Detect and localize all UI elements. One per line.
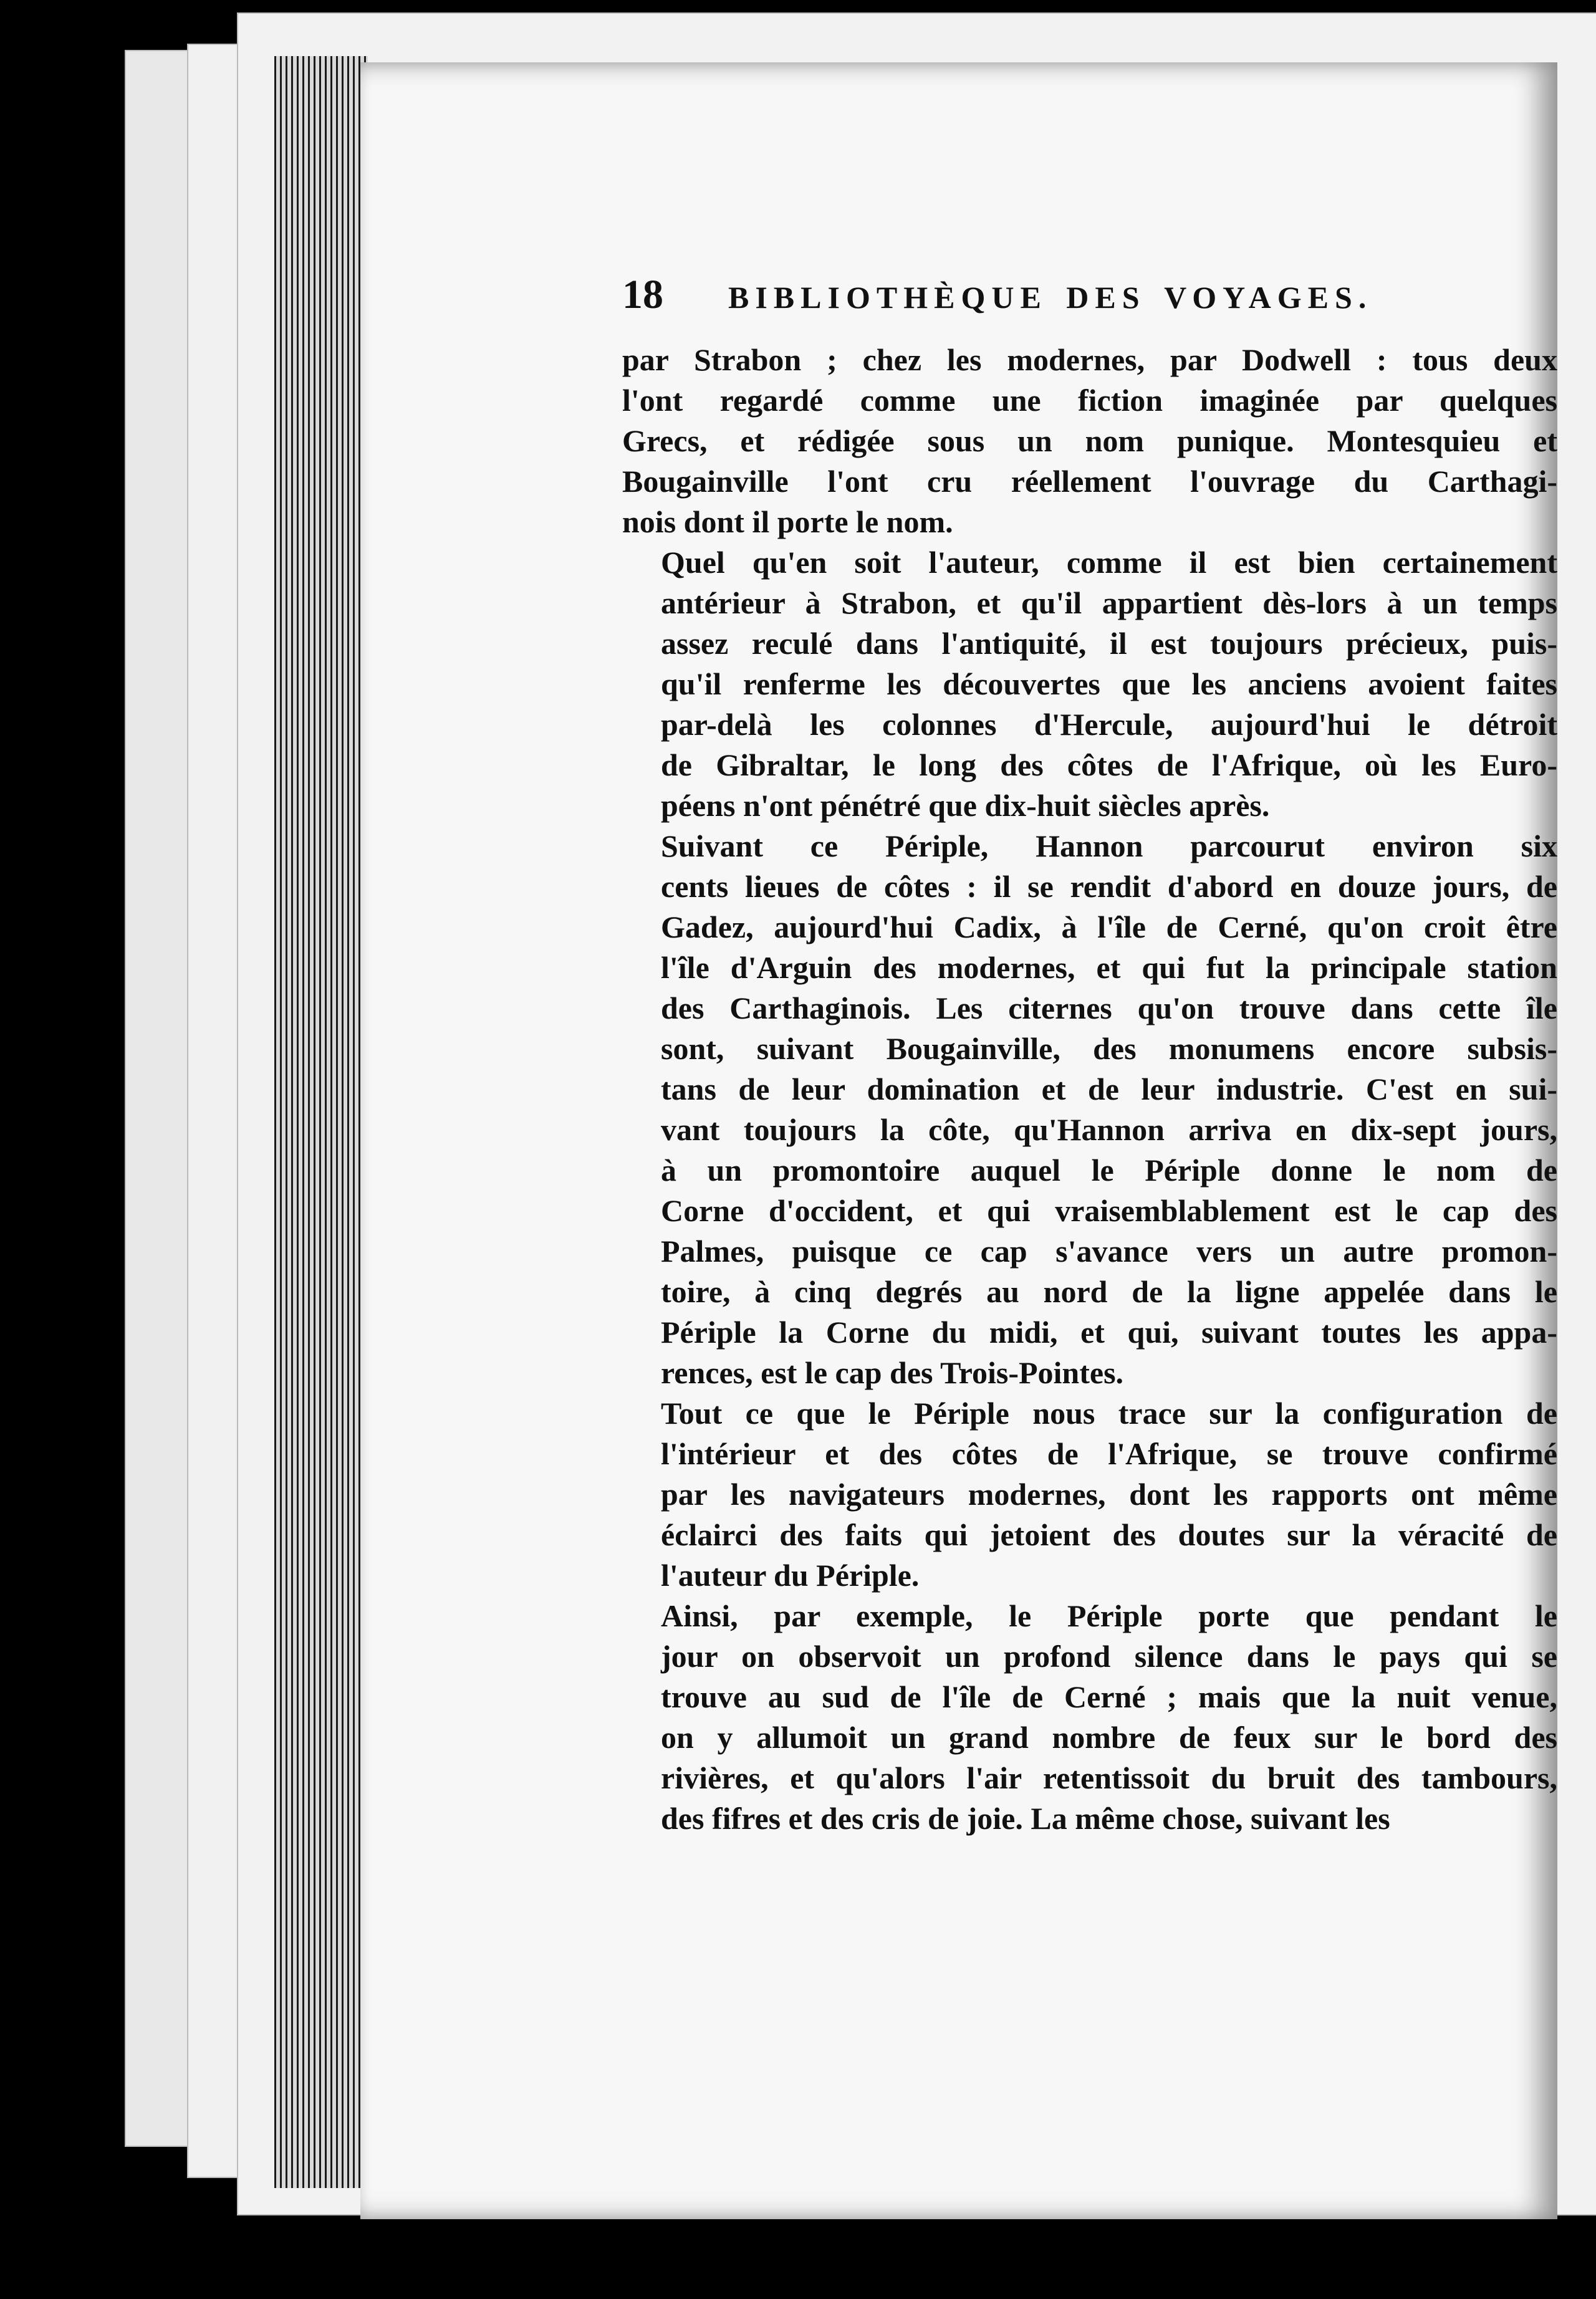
book-page	[360, 62, 1557, 2219]
text-line: vant toujours la côte, qu'Hannon arriva en dix-sept jours,	[661, 1112, 1557, 1147]
text-line: Corne d'occident, et qui vraisemblablement est le cap des	[661, 1193, 1557, 1228]
text-line: assez reculé dans l'antiquité, il est toujours précieux, puis-	[661, 626, 1557, 661]
text-line: à un promontoire auquel le Périple donne le nom de	[661, 1153, 1557, 1188]
text-line: Palmes, puisque ce cap s'avance vers un autre promon-	[661, 1234, 1557, 1269]
text-line: nois dont il porte le nom.	[622, 504, 953, 539]
text-line: Grecs, et rédigée sous un nom punique. Montesquieu et	[622, 423, 1557, 458]
text-line: toire, à cinq degrés au nord de la ligne appelée dans le	[661, 1274, 1557, 1309]
text-line: l'auteur du Périple.	[661, 1558, 920, 1593]
running-title: BIBLIOTHÈQUE DES VOYAGES.	[728, 280, 1373, 315]
text-line: jour on observoit un profond silence dans le pays qui se	[661, 1639, 1557, 1674]
text-line: des Carthaginois. Les citernes qu'on trouve dans cette île	[661, 991, 1557, 1025]
text-line: Bougainville l'ont cru réellement l'ouvrage du Carthagi-	[622, 464, 1557, 499]
text-line: l'ont regardé comme une fiction imaginée par quelques	[622, 383, 1557, 418]
paragraph	[622, 1393, 1557, 1596]
text-line: Suivant ce Périple, Hannon parcourut environ six	[661, 828, 1557, 863]
text-line: sont, suivant Bougainville, des monumens encore subsis-	[661, 1031, 1557, 1066]
text-line: antérieur à Strabon, et qu'il appartient dès-lors à un temps	[661, 585, 1557, 620]
text-line: tans de leur domination et de leur industrie. C'est en sui-	[661, 1072, 1557, 1106]
running-head	[622, 271, 1557, 340]
text-line: Périple la Corne du midi, et qui, suivant toutes les appa-	[661, 1315, 1557, 1350]
text-line: on y allumoit un grand nombre de feux sur le bord des	[661, 1720, 1557, 1755]
text-line: Gadez, aujourd'hui Cadix, à l'île de Cerné, qu'on croit être	[661, 910, 1557, 944]
text-line: Tout ce que le Périple nous trace sur la configuration de	[661, 1396, 1557, 1431]
body-text	[622, 340, 1557, 1839]
paragraph	[622, 826, 1557, 1393]
text-line: par Strabon ; chez les modernes, par Dodwell : tous deux	[622, 342, 1557, 377]
text-line: péens n'ont pénétré que dix-huit siècles après.	[661, 788, 1270, 823]
text-line: cents lieues de côtes : il se rendit d'abord en douze jours, de	[661, 869, 1557, 904]
text-line: par-delà les colonnes d'Hercule, aujourd'hui le détroit	[661, 707, 1557, 742]
page-number: 18	[622, 272, 663, 317]
text-line: de Gibraltar, le long des côtes de l'Afrique, où les Euro-	[661, 747, 1557, 782]
text-line: par les navigateurs modernes, dont les rapports ont même	[661, 1477, 1557, 1512]
text-line: des fifres et des cris de joie. La même chose, suivant les	[661, 1801, 1390, 1836]
paragraph	[622, 542, 1557, 826]
paragraph	[622, 340, 1557, 542]
text-line: l'île d'Arguin des modernes, et qui fut la principale station	[661, 950, 1557, 985]
text-line: Quel qu'en soit l'auteur, comme il est bien certainement	[661, 545, 1557, 580]
text-line: qu'il renferme les découvertes que les anciens avoient faites	[661, 666, 1557, 701]
text-line: trouve au sud de l'île de Cerné ; mais que la nuit venue,	[661, 1679, 1557, 1714]
text-line: l'intérieur et des côtes de l'Afrique, se trouve confirmé	[661, 1436, 1557, 1471]
page-stack-edges	[274, 56, 368, 2188]
page-text-block	[622, 271, 1557, 1839]
text-line: Ainsi, par exemple, le Périple porte que pendant le	[661, 1598, 1557, 1633]
text-line: rivières, et qu'alors l'air retentissoit du bruit des tambours,	[661, 1760, 1557, 1795]
paragraph	[622, 1596, 1557, 1839]
text-line: éclairci des faits qui jetoient des doutes sur la véracité de	[661, 1517, 1557, 1552]
text-line: rences, est le cap des Trois-Pointes.	[661, 1355, 1124, 1390]
